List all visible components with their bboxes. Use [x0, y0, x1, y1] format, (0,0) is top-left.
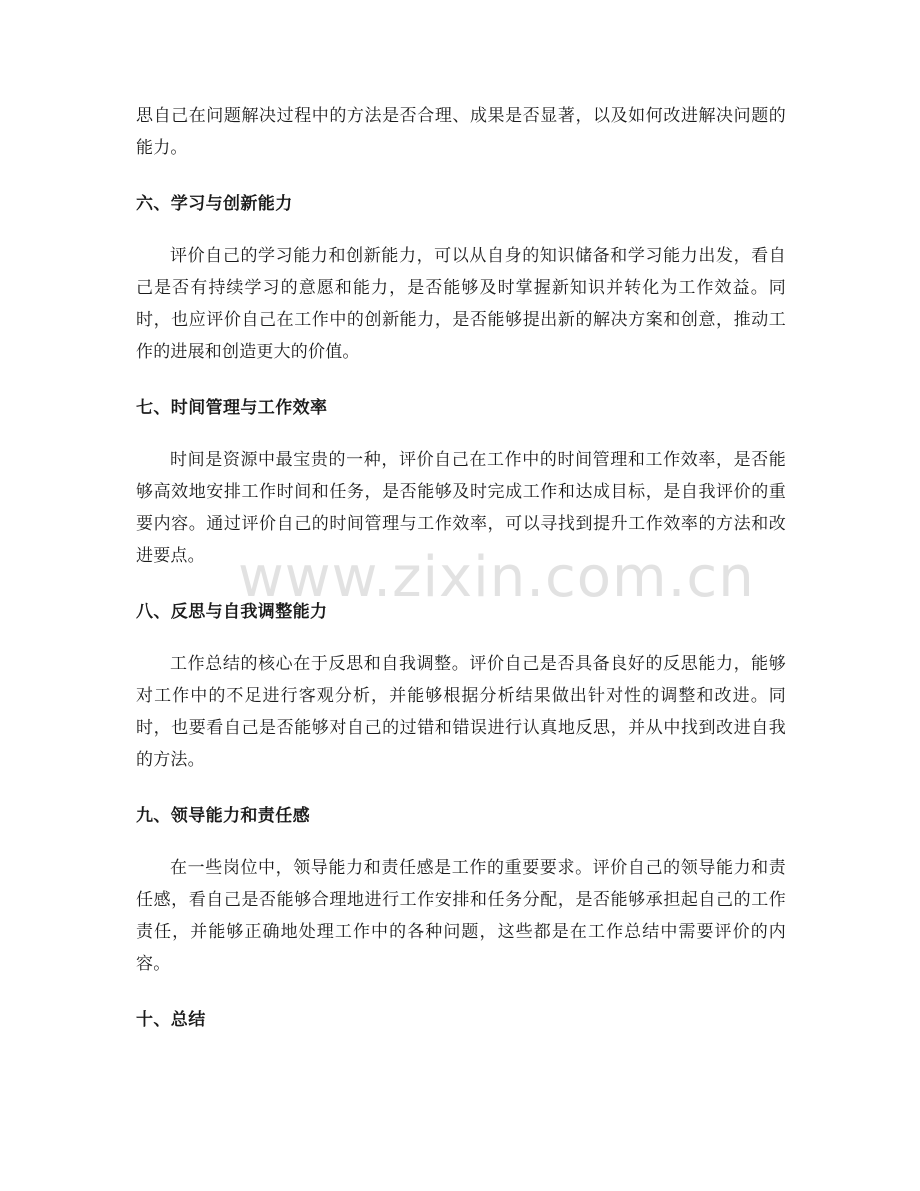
- section-heading-learning-innovation: 六、学习与创新能力: [136, 194, 293, 214]
- section-body-time-management: 时间是资源中最宝贵的一种，评价自己在工作中的时间管理和工作效率，是否能够高效地安排工作时间和任务，是否能够及时完成工作和达成目标，是自我评价的重要内容。通过评价自己的时间管理与工作效率，可以寻找到提升工作效率的方法和改进要点。: [136, 450, 786, 566]
- section-heading-summary: 十、总结: [136, 1010, 206, 1030]
- section-heading-time-management: 七、时间管理与工作效率: [136, 398, 328, 418]
- section-body-reflection: 工作总结的核心在于反思和自我调整。评价自己是否具备良好的反思能力，能够对工作中的不足进行客观分析，并能够根据分析结果做出针对性的调整和改进。同时，也要看自己是否能够对自己的过错和错误进行认真地反思，并从中找到改进自我的方法。: [136, 654, 786, 770]
- document-content: [136, 100, 786, 1056]
- section-body-leadership: 在一些岗位中，领导能力和责任感是工作的重要要求。评价自己的领导能力和责任感，看自己是否能够合理地进行工作安排和任务分配，是否能够承担起自己的工作责任，并能够正确地处理工作中的各种问题，这些都是在工作总结中需要评价的内容。: [136, 858, 786, 974]
- intro-paragraph: 思自己在问题解决过程中的方法是否合理、成果是否显著，以及如何改进解决问题的能力。: [136, 106, 786, 158]
- section-heading-leadership: 九、领导能力和责任感: [136, 806, 310, 826]
- section-body-learning-innovation: 评价自己的学习能力和创新能力，可以从自身的知识储备和学习能力出发，看自己是否有持续学习的意愿和能力，是否能够及时掌握新知识并转化为工作效益。同时，也应评价自己在工作中的创新能力，是否能够提出新的解决方案和创意，推动工作的进展和创造更大的价值。: [136, 246, 786, 362]
- watermark-text: www.zixin.com.cn: [238, 545, 755, 610]
- section-heading-reflection: 八、反思与自我调整能力: [136, 602, 328, 622]
